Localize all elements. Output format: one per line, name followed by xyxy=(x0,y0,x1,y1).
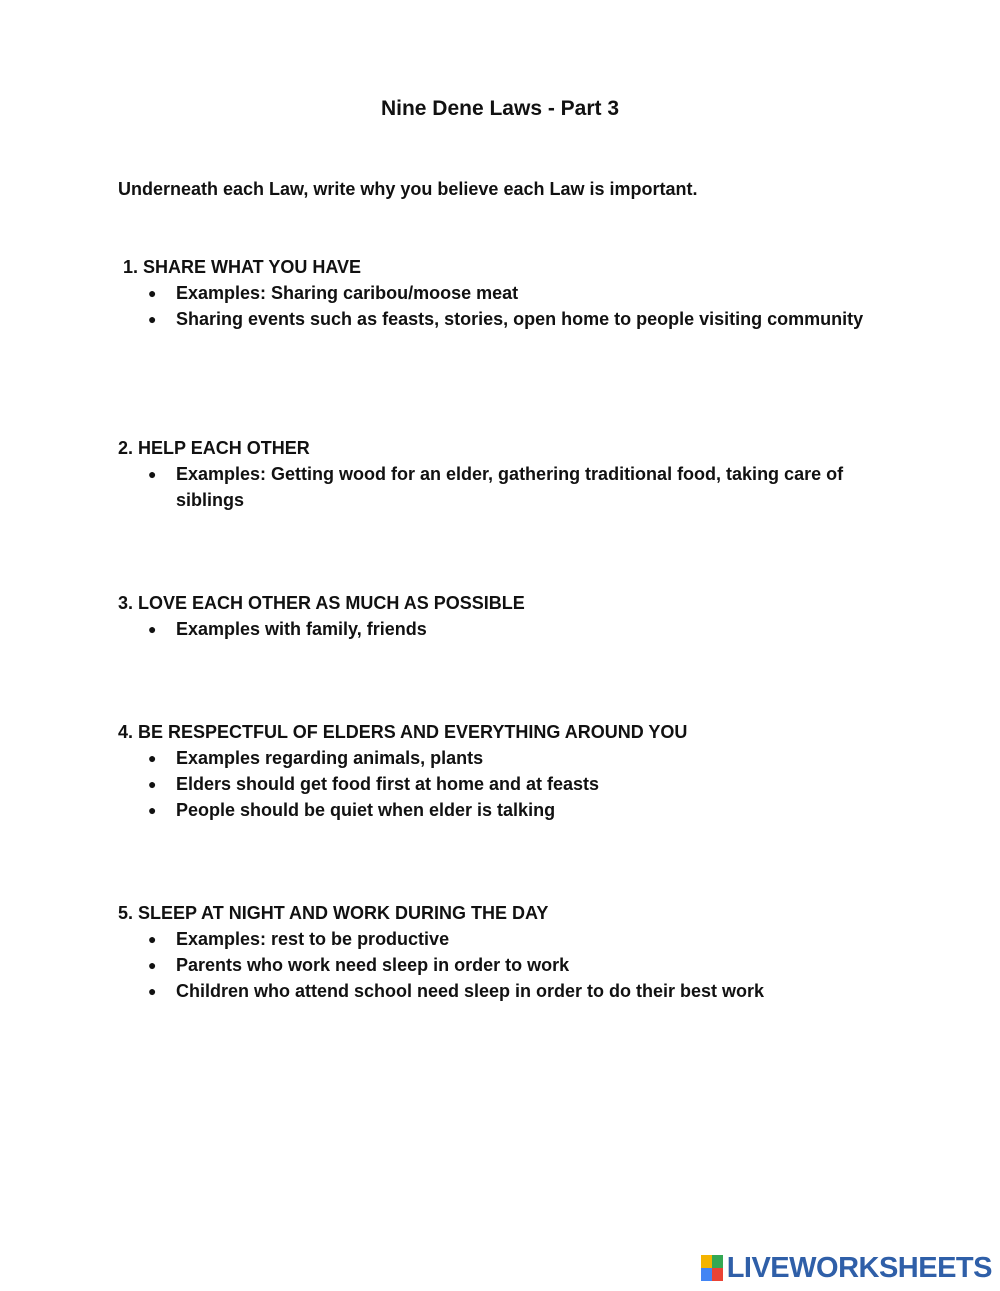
bullet-icon: ● xyxy=(148,802,157,818)
law-heading: 4. BE RESPECTFUL OF ELDERS AND EVERYTHING AROUND YOU xyxy=(118,722,688,742)
bullet-icon: ● xyxy=(148,776,157,792)
bullet-icon: ● xyxy=(148,957,157,973)
list-item xyxy=(118,771,888,797)
bullet-text: Children who attend school need sleep in order to do their best work xyxy=(176,981,765,1001)
bullet-text: Examples: rest to be productive xyxy=(176,929,450,949)
bullet-text: Examples: Sharing caribou/moose meat xyxy=(176,283,519,303)
law-section xyxy=(118,590,888,642)
law-section xyxy=(118,719,888,823)
bullet-text: Sharing events such as feasts, stories, open home to people visiting community xyxy=(176,309,864,329)
bullet-icon: ● xyxy=(148,750,157,766)
page-title: Nine Dene Laws - Part 3 xyxy=(380,97,620,120)
list-item xyxy=(118,280,888,306)
list-item xyxy=(118,926,888,952)
law-heading: 3. LOVE EACH OTHER AS MUCH AS POSSIBLE xyxy=(118,593,525,613)
list-item xyxy=(118,745,888,771)
bullet-list xyxy=(118,616,888,642)
bullet-icon: ● xyxy=(148,466,157,482)
list-item xyxy=(118,952,888,978)
liveworksheets-logo-icon xyxy=(701,1255,723,1281)
bullet-list xyxy=(118,745,888,823)
bullet-text: People should be quiet when elder is talking xyxy=(176,800,556,820)
law-section xyxy=(118,435,888,513)
bullet-text: Elders should get food first at home and at feasts xyxy=(176,774,600,794)
list-item xyxy=(118,461,888,513)
bullet-icon: ● xyxy=(148,931,157,947)
law-section xyxy=(118,900,888,1004)
logo-square-icon xyxy=(712,1268,723,1281)
bullet-icon: ● xyxy=(148,621,157,637)
law-heading: 2. HELP EACH OTHER xyxy=(118,438,310,458)
law-section xyxy=(118,254,888,332)
bullet-icon: ● xyxy=(148,983,157,999)
bullet-list xyxy=(118,280,888,332)
bullet-list xyxy=(118,461,888,513)
bullet-text: Examples regarding animals, plants xyxy=(176,748,484,768)
logo-square-icon xyxy=(701,1255,712,1268)
logo-square-icon xyxy=(701,1268,712,1281)
bullet-text: Examples: Getting wood for an elder, gathering traditional food, taking care of siblings xyxy=(176,464,844,510)
list-item xyxy=(118,978,888,1004)
law-heading: 5. SLEEP AT NIGHT AND WORK DURING THE DAY xyxy=(118,903,549,923)
bullet-text: Examples with family, friends xyxy=(176,619,427,639)
list-item xyxy=(118,797,888,823)
bullet-icon: ● xyxy=(148,311,157,327)
list-item xyxy=(118,616,888,642)
bullet-list xyxy=(118,926,888,1004)
liveworksheets-watermark xyxy=(701,1253,992,1283)
bullet-icon: ● xyxy=(148,285,157,301)
list-item xyxy=(118,306,888,332)
watermark-text: LIVEWORKSHEETS xyxy=(726,1252,992,1284)
instructions: Underneath each Law, write why you believe each Law is important. xyxy=(118,179,698,199)
logo-square-icon xyxy=(712,1255,723,1268)
law-heading: 1. SHARE WHAT YOU HAVE xyxy=(123,257,362,277)
bullet-text: Parents who work need sleep in order to work xyxy=(176,955,570,975)
